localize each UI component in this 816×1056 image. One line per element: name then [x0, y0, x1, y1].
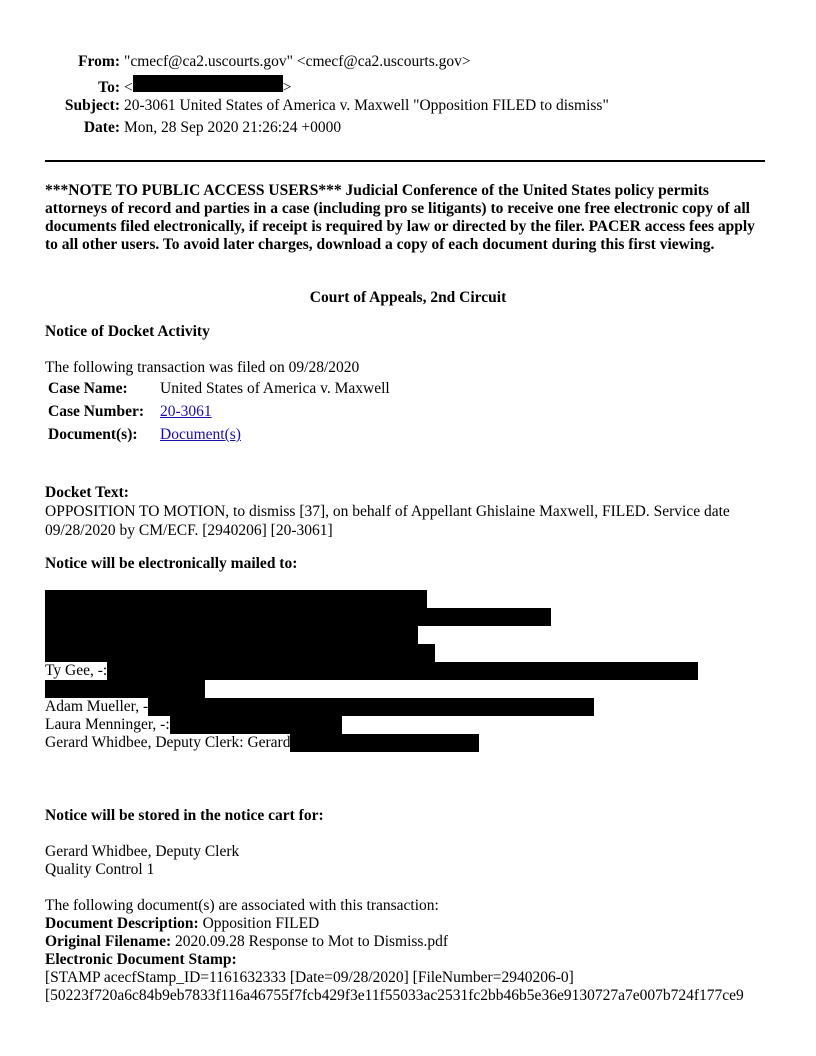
- redacted-email: [290, 734, 479, 752]
- redacted-recipient: [45, 644, 435, 662]
- to-row: [45, 75, 609, 97]
- recipient-laura-menninger: Laura Menninger, -:: [45, 716, 170, 733]
- docket-section: [45, 483, 775, 540]
- mailed-row-adam-mueller: [45, 698, 775, 716]
- from-row: [45, 53, 609, 75]
- case-number-label: Case Number:: [48, 403, 144, 420]
- court-title: Court of Appeals, 2nd Circuit: [309, 289, 507, 306]
- original-filename-label: Original Filename:: [45, 933, 172, 950]
- to-label: To:: [98, 79, 120, 96]
- from-value: "cmecf@ca2.uscourts.gov" <cmecf@ca2.uscourts.gov>: [124, 53, 471, 70]
- header-divider: [45, 160, 765, 162]
- original-filename-value: 2020.09.28 Response to Mot to Dismiss.pdf: [175, 933, 448, 950]
- mailed-heading: Notice will be electronically mailed to:: [45, 555, 298, 572]
- mailed-redacted-row: [45, 644, 775, 662]
- public-access-notice: ***NOTE TO PUBLIC ACCESS USERS*** Judicial Conference of the United States policy permits attorneys of record and parties in a case (including pro se litigants) to receive one free electronic copy of all documents filed electronically, if receipt is required by law or directed by the filer. PACER access fees apply to all other users. To avoid later charges, download a copy of each document during this first viewing.: [45, 182, 755, 253]
- document-description-value: Opposition FILED: [202, 915, 320, 932]
- cart-line-2: Quality Control 1: [45, 861, 155, 878]
- documents-link[interactable]: Document(s): [160, 426, 241, 443]
- date-value: Mon, 28 Sep 2020 21:26:24 +0000: [124, 119, 342, 136]
- mailed-row-laura-menninger: [45, 716, 775, 734]
- mailed-redacted-row: [45, 590, 775, 608]
- date-label: Date:: [83, 119, 120, 136]
- redacted-recipient: [45, 590, 427, 608]
- case-name-value: United States of America v. Maxwell: [160, 380, 390, 397]
- docket-label: Docket Text:: [45, 484, 129, 501]
- document-info: [45, 897, 816, 1005]
- docket-text: OPPOSITION TO MOTION, to dismiss [37], on behalf of Appellant Ghislaine Maxwell, FILED. Service date 09/28/2020 by CM/ECF. [2940206] [20-3061]: [45, 503, 730, 539]
- redacted-email: [45, 680, 205, 698]
- document-description-row: [45, 915, 816, 933]
- email-header: [45, 53, 609, 141]
- notice-heading: Notice of Docket Activity: [45, 323, 210, 340]
- to-close-bracket: >: [282, 79, 292, 96]
- case-number-link[interactable]: 20-3061: [160, 403, 212, 420]
- mailed-list: [45, 590, 775, 752]
- cart-heading: Notice will be stored in the notice cart for:: [45, 807, 324, 824]
- case-number-row: [48, 403, 390, 426]
- mailed-row-ty-gee: [45, 662, 775, 680]
- mailed-redacted-row: [45, 608, 775, 626]
- redacted-email: [148, 698, 594, 716]
- mailed-redacted-row: [45, 626, 775, 644]
- redacted-recipient: [45, 608, 551, 626]
- subject-row: [45, 97, 609, 119]
- redacted-recipient: [45, 626, 418, 644]
- subject-label: Subject:: [64, 97, 120, 114]
- recipient-adam-mueller: Adam Mueller, -: [45, 698, 149, 715]
- document-stamp-label: Electronic Document Stamp:: [45, 951, 237, 968]
- to-open-bracket: <: [124, 79, 133, 96]
- cart-line-1: Gerard Whidbee, Deputy Clerk: [45, 843, 240, 860]
- transaction-text: The following transaction was filed on 09/28/2020: [45, 359, 360, 376]
- documents-label: Document(s):: [48, 426, 138, 443]
- redacted-email: [107, 662, 698, 680]
- recipient-gerard-whidbee: Gerard Whidbee, Deputy Clerk: Gerard: [45, 734, 291, 751]
- from-label: From:: [78, 53, 120, 70]
- associated-text: The following document(s) are associated with this transaction:: [45, 897, 439, 914]
- mailed-row-gerard-whidbee: [45, 734, 775, 752]
- date-row: [45, 119, 609, 141]
- case-name-label: Case Name:: [48, 380, 128, 397]
- recipient-ty-gee: Ty Gee, -:: [45, 662, 108, 679]
- document-stamp-line-1: [STAMP acecfStamp_ID=1161632333 [Date=09/28/2020] [FileNumber=2940206-0]: [45, 969, 574, 986]
- case-name-row: [48, 380, 390, 403]
- redacted-to-address: [133, 75, 283, 92]
- redacted-email: [170, 716, 342, 734]
- document-stamp-line-2: [50223f720a6c84b9eb7833f116a46755f7fcb429f3e11f55033ac2531fc2bb46b5e36e9130727a7e007b724f177ce9: [45, 987, 744, 1004]
- original-filename-row: [45, 933, 816, 951]
- document-description-label: Document Description:: [45, 915, 199, 932]
- mailed-redacted-row: [45, 680, 775, 698]
- case-details: [48, 380, 390, 449]
- documents-row: [48, 426, 390, 449]
- subject-value: 20-3061 United States of America v. Maxwell "Opposition FILED to dismiss": [124, 97, 609, 114]
